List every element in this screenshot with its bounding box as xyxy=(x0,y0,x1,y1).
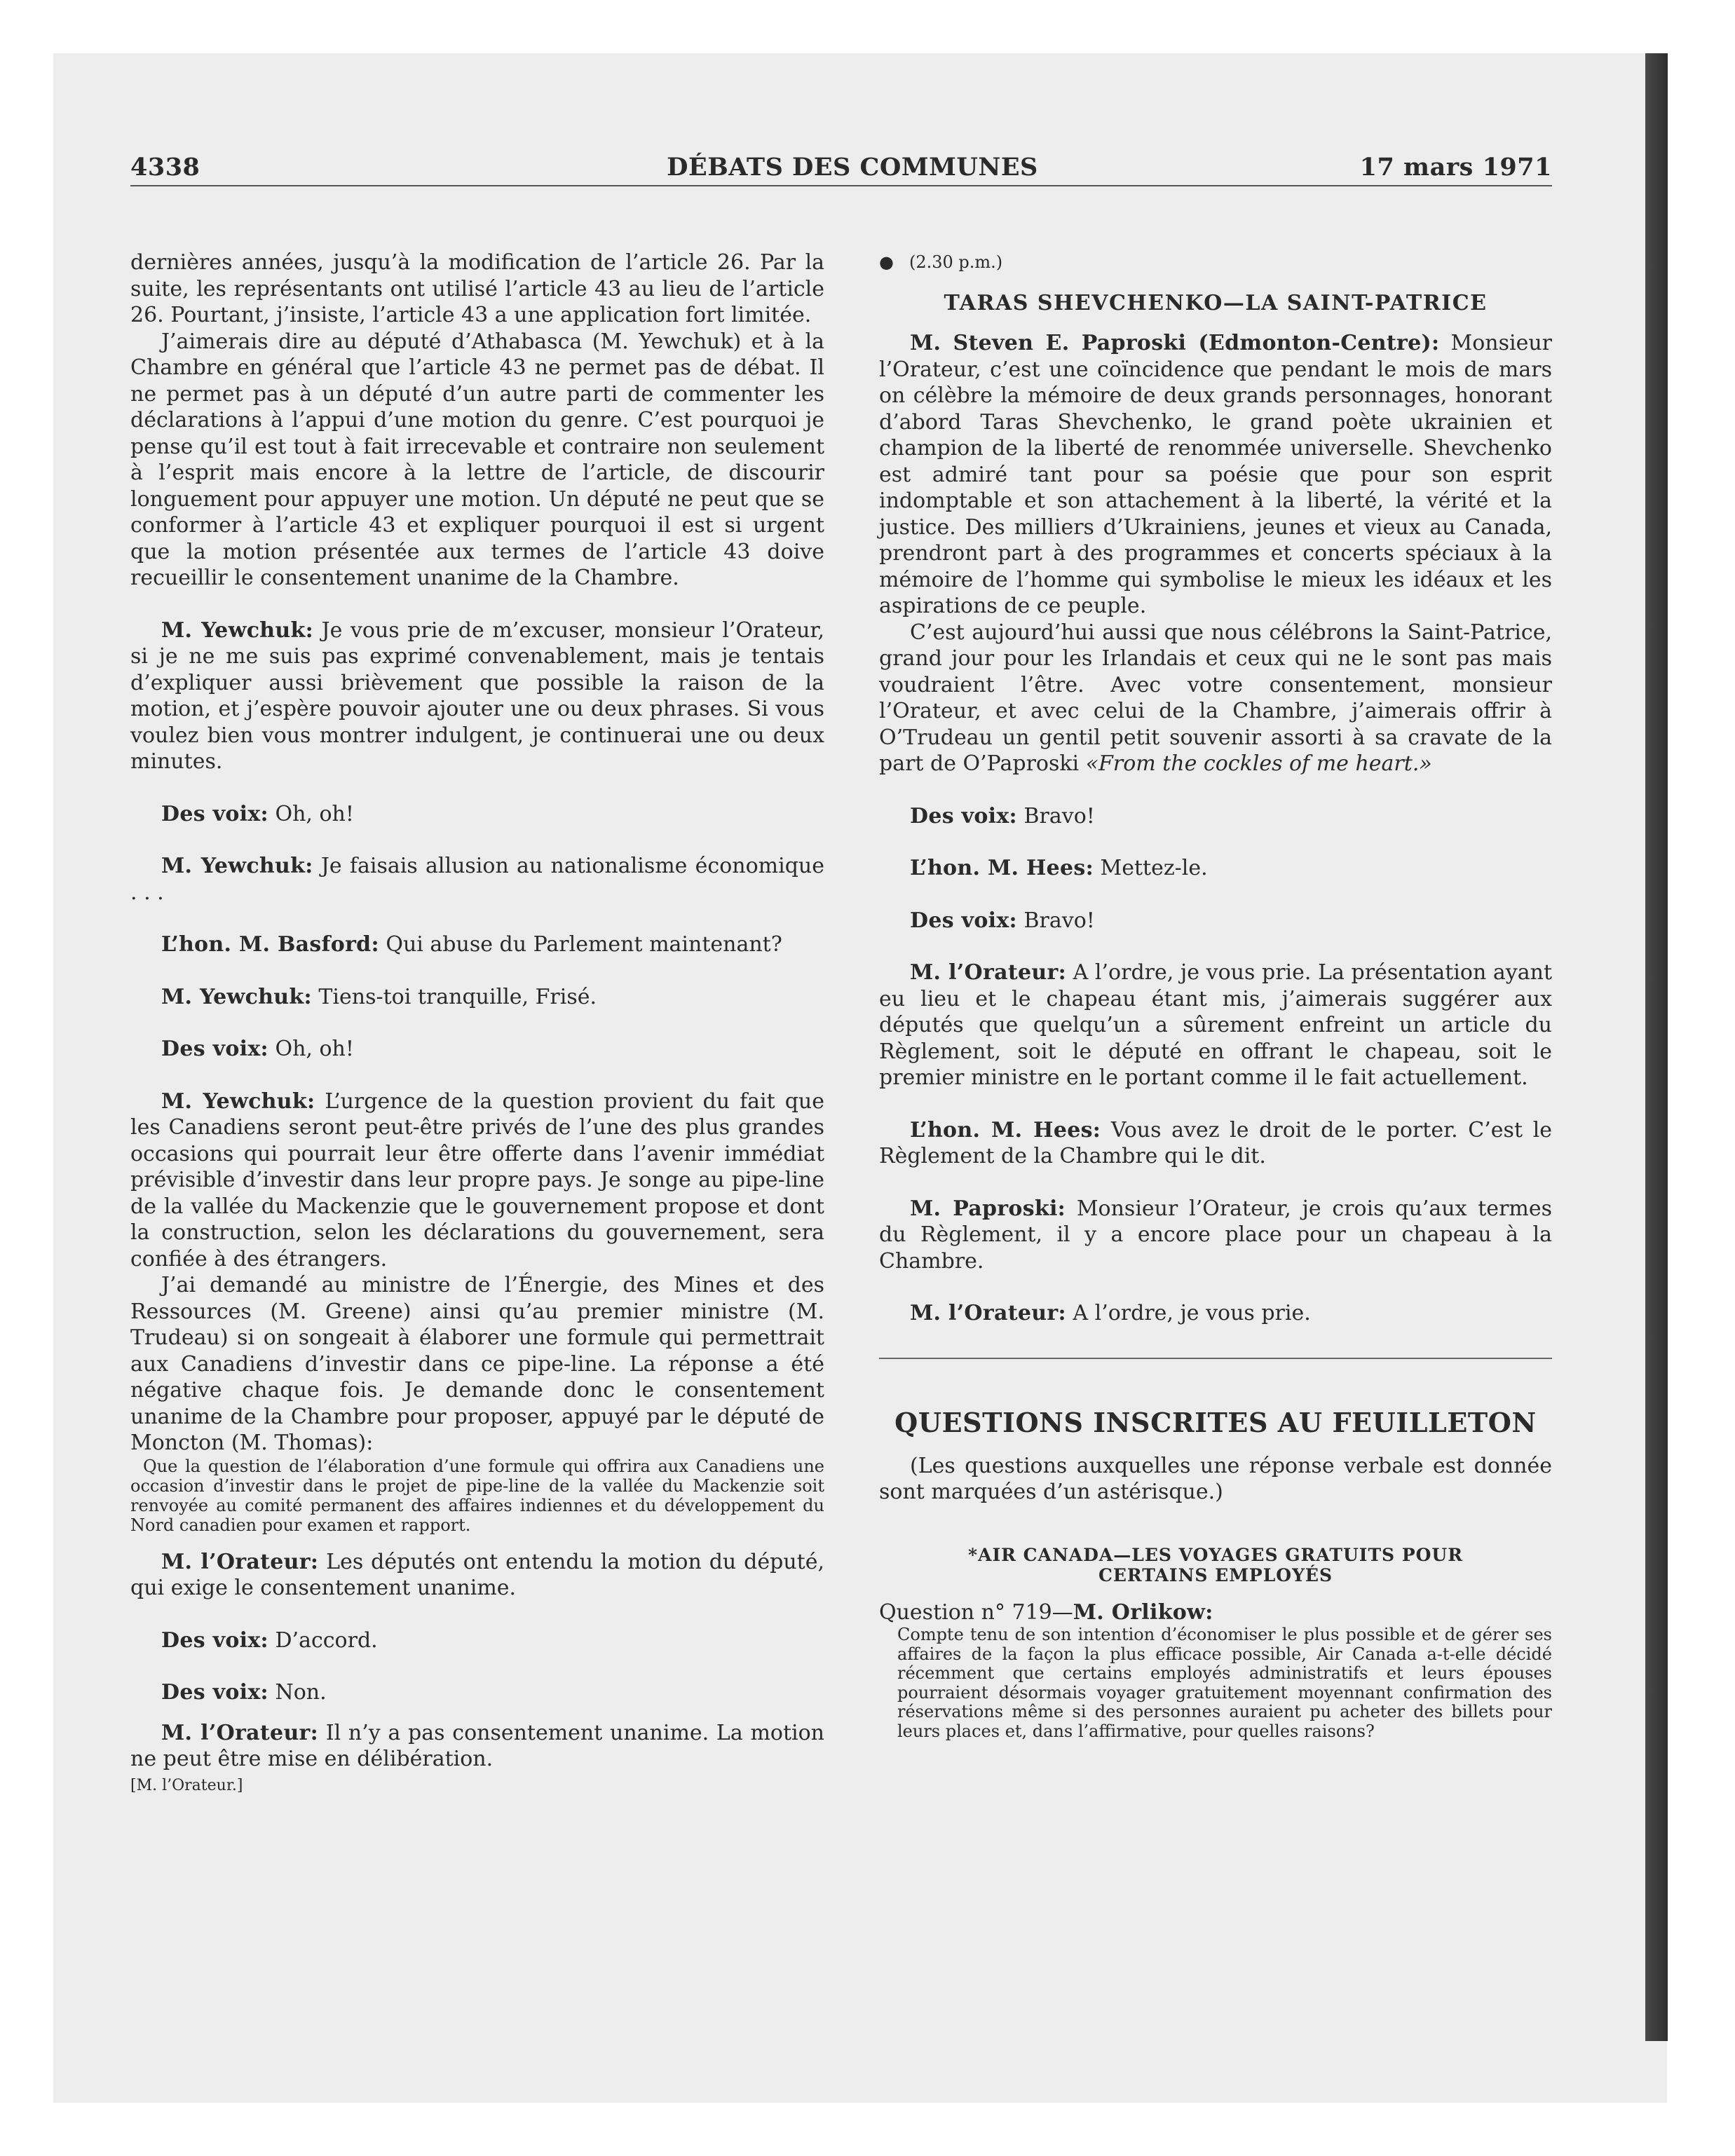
speech xyxy=(130,984,824,1011)
left-column xyxy=(130,250,824,1799)
speech xyxy=(130,1036,824,1063)
questions-heading: QUESTIONS INSCRITES AU FEUILLETON xyxy=(894,1406,1537,1438)
speech-text: A l’ordre, je vous prie. xyxy=(1066,1301,1311,1325)
speaker-name: M. Yewchuk: xyxy=(161,1089,315,1114)
speech xyxy=(130,1628,824,1654)
speech xyxy=(130,1720,824,1773)
question-text: Compte tenu de son intention d’économiser le plus possible et de gérer ses affaires de la façon la plus efficace possible, Air Canada a-t-elle décidé récemment que certains employés administratifs et leurs épouses pourraient désormais voyager gratuitement moyennant confirmation des réservations même si des personnes auraient pu acheter des billets pour leurs places et, dans l’affirmative, pour quelles raisons? xyxy=(897,1625,1552,1741)
scan-edge-strip xyxy=(1645,53,1668,2041)
page-number: 4338 xyxy=(130,153,200,182)
speech xyxy=(130,1549,824,1602)
speaker-name: Des voix: xyxy=(910,803,1017,828)
speaker-name: M. Steven E. Paproski (Edmonton-Centre): xyxy=(910,331,1440,355)
speaker-name: M. Yewchuk: xyxy=(161,854,313,878)
time-stamp xyxy=(879,250,1552,276)
speech xyxy=(130,1089,824,1273)
speech xyxy=(879,855,1552,882)
paragraph: J’aimerais dire au député d’Athabasca (M. Yewchuk) et à la Chambre en général que l’article 43 ne permet pas de débat. Il ne permet pas à un député d’un autre parti de commenter les déclarations à l’appui d’une motion du genre. C’est pourquoi je pense qu’il est tout à fait irrecevable et contraire non seulement à l’esprit mais encore à la lettre de l’article, de discourir longuement pour appuyer une motion. Un député ne peut que se conformer à l’article 43 et expliquer pourquoi il est si urgent que la motion présentée aux termes de l’article 43 doive recueillir le consentement unanime de la Chambre. xyxy=(130,329,824,590)
speech-text: A l’ordre, je vous prie. La présentation ayant eu lieu et le chapeau étant mis, j’aimerais suggérer aux députés que quelqu’un a sûrement enfreint un article du Règlement, soit le député en offrant le chapeau, soit le premier ministre en le portant comme il le fait actuellement. xyxy=(879,960,1552,1090)
question-title xyxy=(879,1545,1552,1585)
page-date: 17 mars 1971 xyxy=(1359,153,1552,182)
speech-text: C’est aujourd’hui aussi que nous célébrons la Saint-Patrice, grand jour pour les Irlandais et ceux qui ne le sont pas mais voudraient l’être. Avec votre consentement, monsieur l’Orateur, et avec celui de la Chambre, j’aimerais offrir à O’Trudeau un gentil petit souvenir assorti à sa cravate de la part de O’Paproski xyxy=(879,620,1552,776)
running-title: DÉBATS DES COMMUNES xyxy=(667,153,1038,182)
speech xyxy=(130,853,824,906)
speech-text: Mettez-le. xyxy=(1093,856,1208,880)
motion-text: Que la question de l’élaboration d’une formule qui offrira aux Canadiens une occasion d’investir dans le projet de pipe-line de la vallée du Mackenzie soit renvoyée au comité permanent des affaires indiennes et du développement du Nord canadien pour examen et rapport. xyxy=(130,1456,824,1535)
speech xyxy=(130,618,824,775)
speech xyxy=(879,1117,1552,1170)
question-title-line: *AIR CANADA—LES VOYAGES GRATUITS POUR xyxy=(968,1544,1463,1565)
speaker-name: Des voix: xyxy=(161,801,268,826)
speaker-name: M. l’Orateur: xyxy=(161,1720,319,1745)
speech-text: Monsieur l’Orateur, je crois qu’aux termes du Règlement, il y a encore place pour un chapeau à la Chambre. xyxy=(879,1196,1553,1274)
continuation-marker: [M. l’Orateur.] xyxy=(130,1776,243,1794)
speech-text: D’accord. xyxy=(268,1628,378,1653)
speech-text: Je vous prie de m’excuser, monsieur l’Orateur, si je ne me suis pas exprimé convenablement, mais je tentais d’expliquer aussi brièvement que possible la raison de la motion, et j’espère pouvoir ajouter une ou deux phrases. Si vous voulez bien vous montrer indulgent, je continuerai une ou deux minutes. xyxy=(130,618,824,774)
speech-text: L’urgence de la question provient du fait que les Canadiens seront peut-être privés de l’une des plus grandes occasions qui pourrait leur être offerte dans l’avenir immédiat prévisible d’investir dans leur propre pays. Je songe au pipe-line de la vallée du Mackenzie que le gouvernement propose et dont la construction, selon les déclarations du gouvernement, sera confiée à des étrangers. xyxy=(130,1089,824,1271)
speech-text: Vous avez le droit de le porter. C’est le Règlement de la Chambre qui le dit. xyxy=(879,1117,1552,1168)
speaker-name: Des voix: xyxy=(161,1037,268,1061)
speech-text: Il n’y a pas consentement unanime. La motion ne peut être mise en délibération. xyxy=(130,1720,824,1771)
speech-text: Les députés ont entendu la motion du député, qui exige le consentement unanime. xyxy=(130,1549,824,1600)
questions-note: (Les questions auxquelles une réponse verbale est donnée sont marquées d’un astérisque.) xyxy=(879,1453,1552,1504)
speaker-name: M. l’Orateur: xyxy=(161,1549,319,1574)
speaker-name: M. Yewchuk: xyxy=(161,618,313,643)
speaker-name: Des voix: xyxy=(161,1680,268,1705)
speech xyxy=(130,801,824,828)
speech xyxy=(879,908,1552,934)
speech xyxy=(879,1300,1552,1327)
question-title-line: CERTAINS EMPLOYÉS xyxy=(1098,1564,1333,1585)
speech-text: Qui abuse du Parlement maintenant? xyxy=(379,932,782,957)
speaker-name: Des voix: xyxy=(910,908,1017,933)
speaker-name: M. Yewchuk: xyxy=(161,984,312,1009)
speech-text: Bravo! xyxy=(1016,803,1095,828)
speaker-name: L’hon. M. Hees: xyxy=(910,856,1094,880)
speaker-name: Des voix: xyxy=(161,1628,268,1653)
question-author: M. Orlikow: xyxy=(1073,1599,1213,1625)
section-title: TARAS SHEVCHENKO—LA SAINT-PATRICE xyxy=(944,290,1488,315)
speech-text: Oh, oh! xyxy=(268,801,354,826)
paragraph: dernières années, jusqu’à la modification de l’article 26. Par la suite, les représentants ont utilisé l’article 43 au lieu de l’article 26. Pourtant, j’insiste, l’article 43 a une application fort limitée. xyxy=(130,250,824,327)
time-text: (2.30 p.m.) xyxy=(909,252,1003,272)
header-rule xyxy=(130,185,1552,186)
speech-quote: «From the cockles of me heart.» xyxy=(1085,751,1432,776)
question-number: Question n° 719— xyxy=(879,1599,1073,1625)
speech xyxy=(879,960,1552,1091)
right-column xyxy=(879,250,1552,1741)
bullet-icon: ● xyxy=(879,252,894,272)
speaker-name: L’hon. M. Basford: xyxy=(161,932,379,957)
speaker-name: M. Paproski: xyxy=(910,1196,1066,1221)
paragraph: J’ai demandé au ministre de l’Énergie, des Mines et des Ressources (M. Greene) ainsi qu’au premier ministre (M. Trudeau) si on songeait à élaborer une formule qui permettrait aux Canadiens d’investir dans ce pipe-line. La réponse a été négative chaque fois. Je demande donc le consentement unanime de la Chambre pour proposer, appuyé par le député de Moncton (M. Thomas): xyxy=(130,1273,824,1455)
speech-text: Monsieur l’Orateur, c’est une coïncidence que pendant le mois de mars on célèbre la mémoire de deux grands personnages, honorant d’abord Taras Shevchenko, le grand poète ukrainien et champion de la liberté de renommée universelle. Shevchenko est admiré tant pour sa poésie que pour son esprit indomptable et son attachement à la liberté, la vérité et la justice. Des milliers d’Ukrainiens, jeunes et vieux au Canada, prendront part à des programmes et concerts spéciaux à la mémoire de l’homme qui symbolise le mieux les idéaux et les aspirations de ce peuple. xyxy=(879,331,1553,618)
speech xyxy=(879,803,1552,830)
speech xyxy=(130,1679,824,1706)
question-label xyxy=(879,1599,1552,1626)
speech-text: Bravo! xyxy=(1016,908,1095,933)
speech-text: Oh, oh! xyxy=(268,1037,354,1061)
speech xyxy=(879,1196,1552,1275)
speaker-name: M. l’Orateur: xyxy=(910,960,1066,985)
speech-text: Tiens-toi tranquille, Frisé. xyxy=(311,984,597,1009)
speech xyxy=(130,932,824,958)
speaker-name: L’hon. M. Hees: xyxy=(910,1117,1101,1142)
speech xyxy=(879,620,1552,777)
section-divider xyxy=(879,1358,1552,1359)
speech-text: Je faisais allusion au nationalisme économique . . . xyxy=(130,854,824,905)
speech-text: Non. xyxy=(268,1680,327,1705)
speaker-name: M. l’Orateur: xyxy=(910,1301,1066,1325)
speech xyxy=(879,330,1552,620)
